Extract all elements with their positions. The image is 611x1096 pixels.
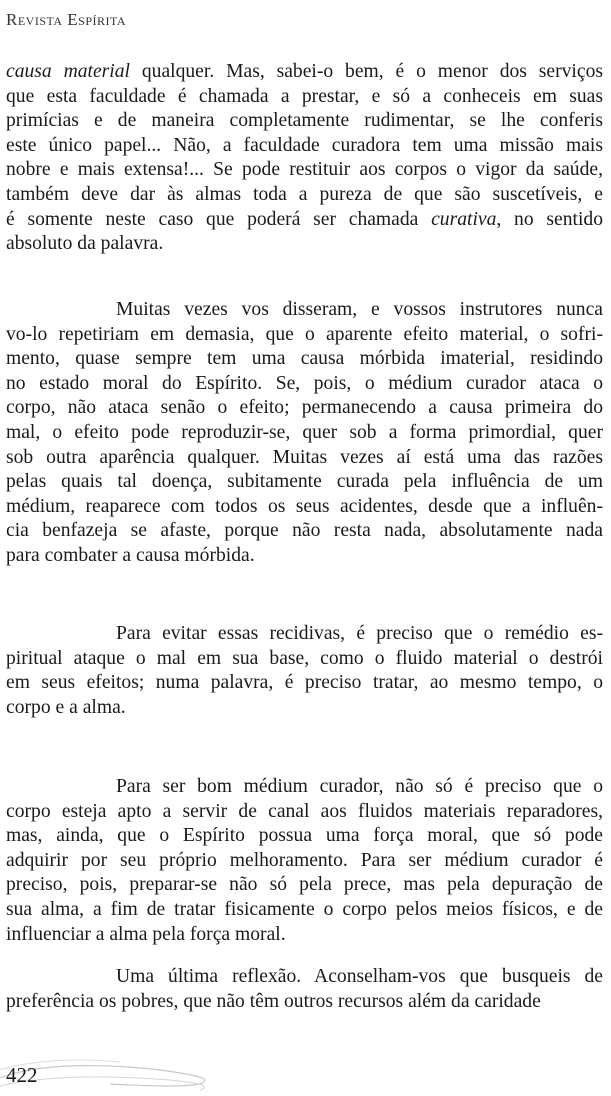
- text-span: para combater a causa mórbida.: [6, 544, 255, 566]
- text-span: vo-lo repetiriam em demasia, que o aparente efeito material, o sofri-: [6, 323, 603, 345]
- text-span: cia benfazeja se afaste, porque não resta nada, absolutamente nada: [6, 520, 603, 542]
- text-line: [6, 183, 603, 208]
- text-span: Para ser bom médium curador, não só é preciso que o: [116, 776, 603, 797]
- text-line: [6, 323, 603, 348]
- text-line: [6, 990, 603, 1015]
- text-line: [6, 109, 603, 134]
- text-span: piritual ataque o mal em sua base, como o fluido material o destrói: [6, 647, 603, 669]
- text-span: mento, quase sempre tem uma causa mórbida imaterial, residindo: [6, 348, 603, 370]
- text-span: este único papel... Não, a faculdade curadora tem uma missão mais: [6, 134, 603, 156]
- text-span: pelas quais tal doença, subitamente curada pela influência de um: [6, 471, 603, 493]
- text-line: [6, 671, 603, 696]
- text-line: [6, 347, 603, 372]
- text-line: [6, 824, 603, 849]
- page-number: 422: [6, 1063, 38, 1087]
- text-span: médium, reaparece com todos os seus acidentes, desde que a influên-: [6, 495, 603, 517]
- text-span: adquirir por seu próprio melhoramento. Para ser médium curador é: [6, 849, 603, 871]
- text-span: corpo esteja apto a servir de canal aos fluidos materiais reparadores,: [6, 800, 603, 822]
- text-line: [6, 232, 603, 257]
- italic-span: curativa: [431, 208, 497, 230]
- text-span: primícias e de maneira completamente rudimentar, se lhe conferis: [6, 110, 603, 132]
- text-span: sua alma, a fim de tratar fisicamente o corpo pelos meios físicos, e de: [6, 898, 603, 920]
- text-span: Muitas vezes vos disseram, e vossos instrutores nunca: [116, 299, 603, 320]
- text-span: que esta faculdade é chamada a prestar, e só a conheceis em suas: [6, 85, 603, 107]
- text-span: corpo, não ataca senão o efeito; permanecendo a causa primeira do: [6, 397, 603, 419]
- paragraph-1: [6, 60, 603, 257]
- text-span: sob outra aparência qualquer. Muitas vezes aí está uma das razões: [6, 446, 603, 468]
- text-line: [6, 396, 603, 421]
- text-line: [6, 421, 603, 446]
- italic-span: causa material: [6, 61, 130, 82]
- paragraph-4: [6, 775, 603, 947]
- text-line: [6, 85, 603, 110]
- text-span: influenciar a alma pela força moral.: [6, 923, 286, 945]
- text-span: nobre e mais extensa!... Se pode restituir aos corpos o vigor da saúde,: [6, 159, 603, 181]
- text-span: mal, o efeito pode reproduzir-se, quer sob a forma primordial, quer: [6, 421, 603, 443]
- text-span: preferência os pobres, que não têm outros recursos além da caridade: [6, 990, 541, 1012]
- text-line: [6, 519, 603, 544]
- text-line: [6, 647, 603, 672]
- text-line: [6, 696, 603, 721]
- text-line: [6, 446, 603, 471]
- text-line: [6, 923, 603, 948]
- text-line: [6, 158, 603, 183]
- text-span: no estado moral do Espírito. Se, pois, o médium curador ataca o: [6, 372, 603, 394]
- paragraph-2: [6, 298, 603, 569]
- text-span: Uma última reflexão. Aconselham-vos que busqueis de: [116, 966, 603, 987]
- text-span: mas, ainda, que o Espírito possua uma força moral, que só pode: [6, 825, 603, 847]
- text-line: [6, 298, 603, 323]
- text-span: preciso, pois, preparar-se não só pela prece, mas pela depuração de: [6, 874, 603, 896]
- text-span: , no sentido: [496, 208, 603, 230]
- text-line: [6, 134, 603, 159]
- text-span: corpo e a alma.: [6, 696, 126, 718]
- text-line: [6, 622, 603, 647]
- text-line: [6, 849, 603, 874]
- text-span: qualquer. Mas, sabei-o bem, é o menor dos serviços: [129, 61, 603, 82]
- text-line: [6, 800, 603, 825]
- running-header: Revista Espírita: [6, 10, 127, 29]
- text-line: [6, 208, 603, 233]
- text-line: [6, 470, 603, 495]
- paragraph-5: [6, 965, 603, 1014]
- text-span: absoluto da palavra.: [6, 233, 164, 255]
- text-line: [6, 775, 603, 800]
- text-span: é somente neste caso que poderá ser chamada: [6, 208, 432, 230]
- text-line: [6, 60, 603, 85]
- text-span: em seus efeitos; numa palavra, é preciso tratar, ao mesmo tempo, o: [6, 672, 603, 694]
- text-line: [6, 965, 603, 990]
- text-line: [6, 372, 603, 397]
- paragraph-3: [6, 622, 603, 720]
- text-line: [6, 544, 603, 569]
- text-span: também deve dar às almas toda a pureza de que são suscetíveis, e: [6, 183, 603, 205]
- text-line: [6, 898, 603, 923]
- text-line: [6, 495, 603, 520]
- text-line: [6, 873, 603, 898]
- text-span: Para evitar essas recidivas, é preciso que o remédio es-: [116, 623, 603, 644]
